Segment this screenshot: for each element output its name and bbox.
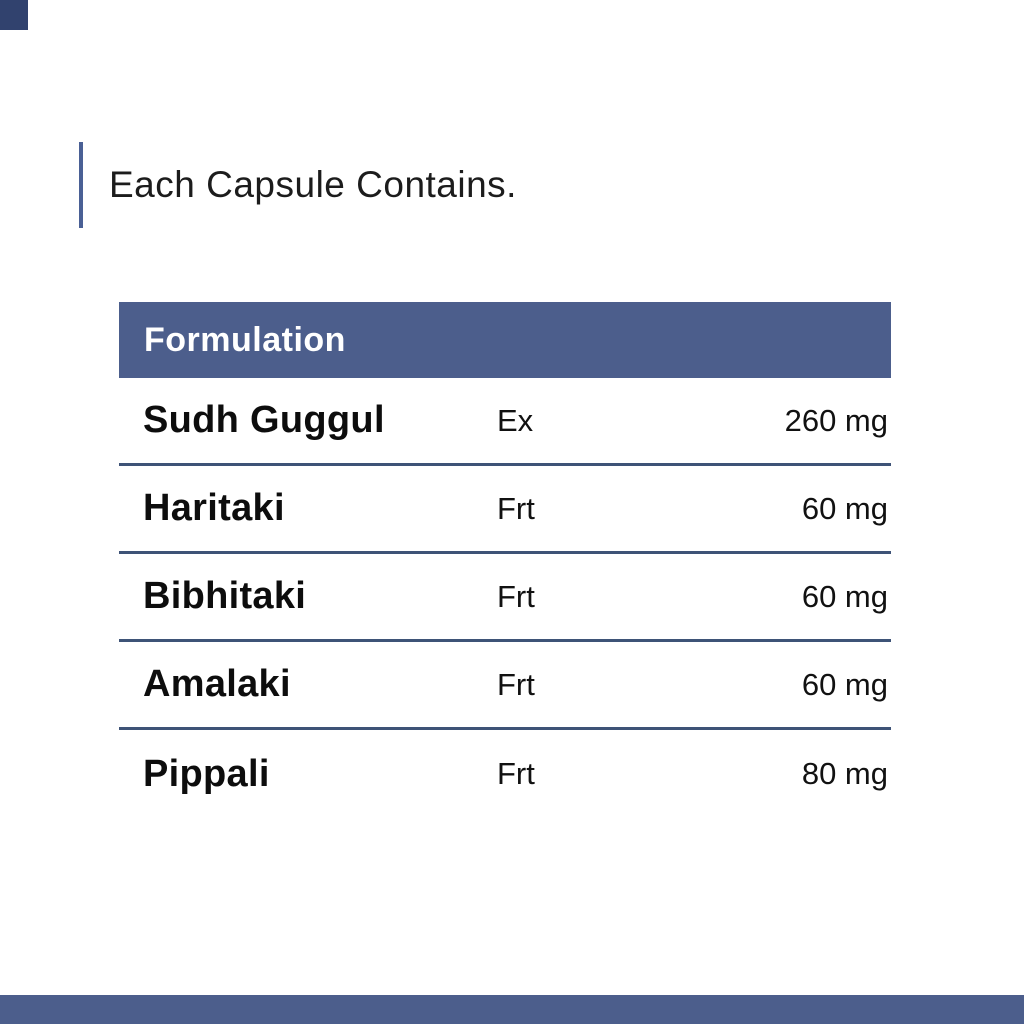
ingredient-amount: 260 mg <box>784 402 888 438</box>
ingredient-name: Pippali <box>143 752 270 795</box>
ingredient-part: Ex <box>497 402 534 438</box>
table-row <box>119 554 891 642</box>
table-row <box>119 642 891 730</box>
ingredient-amount: 80 mg <box>801 756 888 791</box>
page-title: Each Capsule Contains. <box>109 164 517 205</box>
ingredient-name: Haritaki <box>143 487 285 529</box>
ingredient-amount: 60 mg <box>801 490 888 526</box>
ingredient-name: Bibhitaki <box>143 575 307 617</box>
table-row <box>119 730 891 818</box>
table-header <box>119 302 891 378</box>
ingredient-part: Frt <box>497 490 535 526</box>
ingredient-part: Frt <box>497 756 535 791</box>
table-row <box>119 378 891 466</box>
title-block <box>79 142 517 228</box>
table-row <box>119 466 891 554</box>
title-accent-bar <box>79 142 83 228</box>
ingredient-part: Frt <box>497 578 535 614</box>
ingredient-name: Amalaki <box>143 663 291 705</box>
corner-accent-square <box>0 0 28 30</box>
ingredient-amount: 60 mg <box>801 666 888 702</box>
formulation-table <box>119 302 891 818</box>
ingredient-part: Frt <box>497 666 535 702</box>
ingredient-name: Sudh Guggul <box>143 399 385 441</box>
table-header-label: Formulation <box>144 320 346 359</box>
bottom-accent-bar <box>0 995 1024 1024</box>
ingredient-amount: 60 mg <box>801 578 888 614</box>
table-body <box>119 378 891 818</box>
